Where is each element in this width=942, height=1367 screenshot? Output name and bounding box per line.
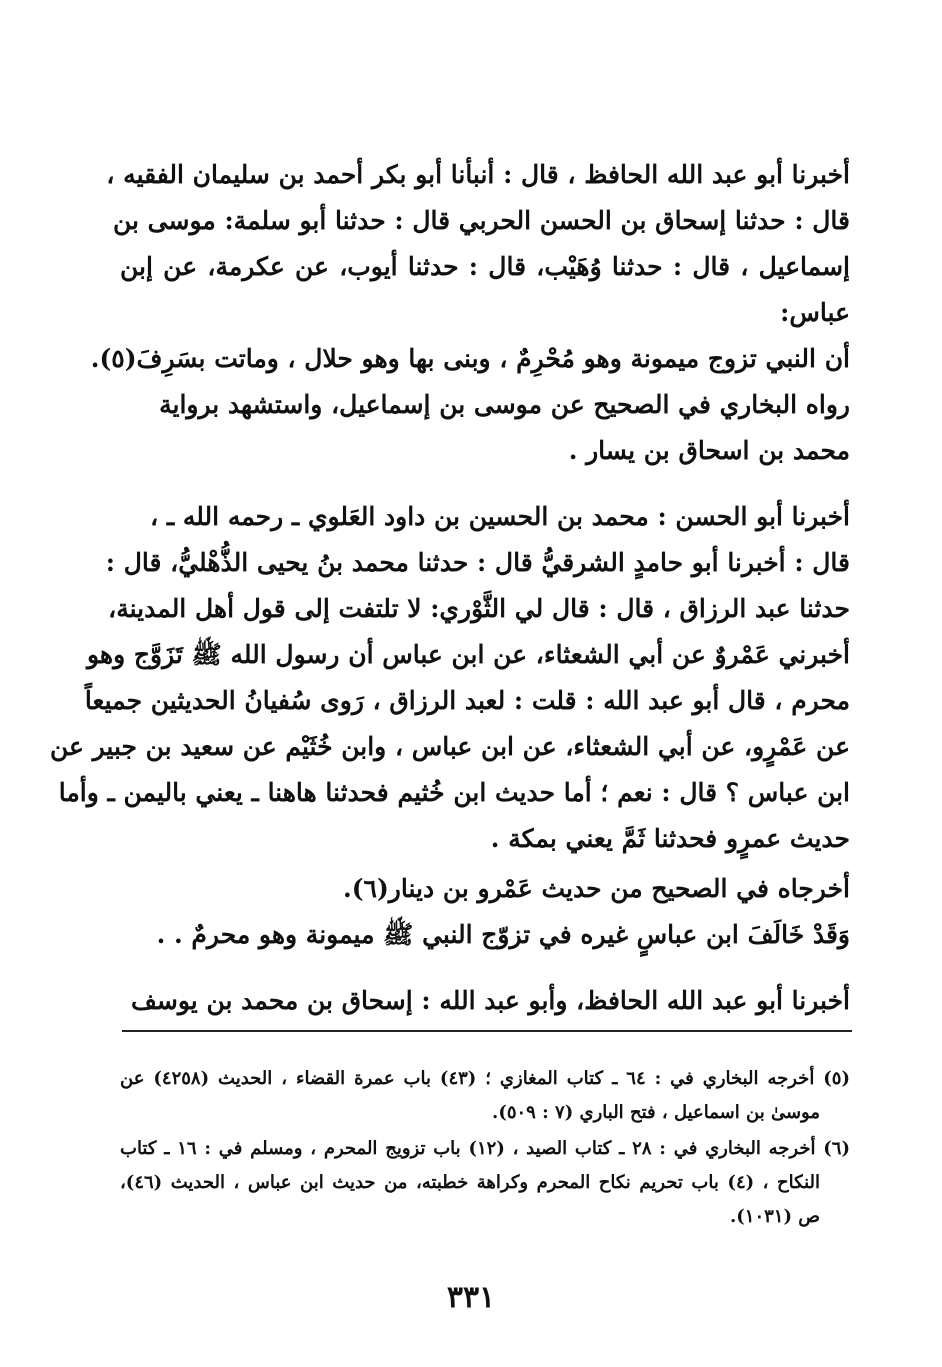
body-line: عباس: [780,298,850,327]
body-line: محرم ، قال أبو عبد الله : قلت : لعبد الرزاق ، رَوى سُفيانُ الحديثين جميعاً [84,686,850,715]
body-line: أخبرنا أبو الحسن : محمد بن الحسين بن داود العَلوي ـ رحمه الله ـ ، [150,502,850,531]
body-line: حدثنا عبد الرزاق ، قال : قال لي الثَّوْري: لا تلتفت إلى قول أهل المدينة، [108,594,850,623]
body-line: أخبرنا أبو عبد الله الحافظ، وأبو عبد الله : إسحاق بن محمد بن يوسف [131,986,850,1015]
footnote-separator [122,1030,852,1032]
footnote-line: النكاح ، (٤) باب تحريم نكاح المحرم وكراهة خطبته، من حديث ابن عباس ، الحديث (٤٦)، [120,1172,820,1193]
footnote-line: موسىٰ بن اسماعيل ، فتح الباري (٧ : ٥٠٩). [492,1102,820,1123]
body-line: قال : حدثنا إسحاق بن الحسن الحربي قال : حدثنا أبو سلمة: موسى بن [112,206,850,235]
body-line: حديث عمرٍو فحدثنا ثَمَّ يعني بمكة . [490,824,850,853]
body-line: أخبرني عَمْروٌ عن أبي الشعثاء، عن ابن عباس أن رسول الله ﷺ تَزَوَّج وهو [87,640,850,669]
page-number: ٣٣١ [446,1280,496,1315]
body-line: أخرجاه في الصحيح من حديث عَمْرو بن دينار(٦). [342,874,850,903]
body-line: أخبرنا أبو عبد الله الحافظ ، قال : أنبأنا أبو بكر أحمد بن سليمان الفقيه ، [106,160,850,189]
body-line: أن النبي تزوج ميمونة وهو مُحْرِمٌ ، وبنى بها وهو حلال ، وماتت بسَرِفَ(٥). [90,344,850,373]
footnote-line: ص (١٠٣١). [729,1206,820,1227]
body-line: رواه البخاري في الصحيح عن موسى بن إسماعيل، واستشهد برواية [159,390,850,419]
body-line: إسماعيل ، قال : حدثنا وُهَيْب، قال : حدثنا أيوب، عن عكرمة، عن إبن [120,252,850,281]
footnote-line: (٦) أخرجه البخاري في : ٢٨ ـ كتاب الصيد ، (١٢) باب تزويج المحرم ، ومسلم في : ١٦ ـ كتاب [120,1138,850,1159]
body-line: محمد بن اسحاق بن يسار . [568,436,850,465]
body-line: عن عَمْرٍو، عن أبي الشعثاء، عن ابن عباس ، وابن خُثَيْم عن سعيد بن جبير عن [49,732,850,761]
body-line: قال : أخبرنا أبو حامدٍ الشرقيُّ قال : حدثنا محمد بنُ يحيى الذُّهْليُّ، قال : [105,548,850,577]
footnote-line: (٥) أخرجه البخاري في : ٦٤ ـ كتاب المغازي ؛ (٤٣) باب عمرة القضاء ، الحديث (٤٢٥٨) عن [120,1068,850,1089]
body-line: ابن عباس ؟ قال : نعم ؛ أما حديث ابن خُثيم فحدثنا هاهنا ـ يعني باليمن ـ وأما [58,778,850,807]
body-line: وَقَدْ خَالَفَ ابن عباسٍ غيره في تزوّج النبي ﷺ ميمونة وهو محرمٌ . . [156,920,850,949]
